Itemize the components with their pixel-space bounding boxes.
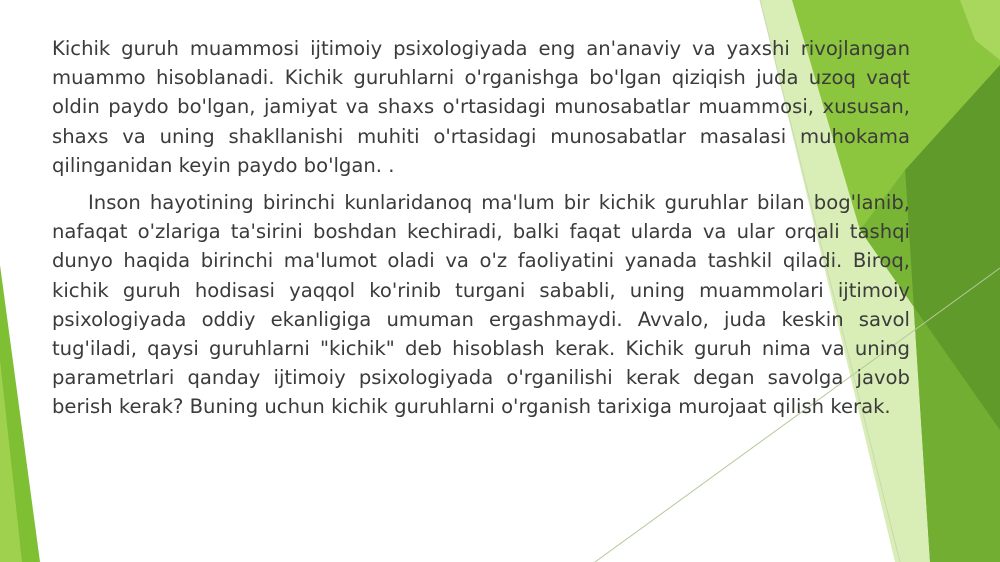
body-text [52, 34, 910, 422]
paragraph-1: Kichik guruh muammosi ijtimoiy psixologiyada eng an'anaviy va yaxshi rivojlangan muammo hisoblanadi. Kichik guruhlarni o'rganishga bo'lgan qiziqish juda uzoq vaqt oldin paydo bo'lgan, jamiyat va shaxs o'rtasidagi munosabatlar muammosi, xususan, shaxs va uning shakllanishi muhiti o'rtasidagi munosabatlar masalasi muhokama qilinganidan keyin paydo bo'lgan. . [52, 37, 910, 177]
paragraph-2: Inson hayotining birinchi kunlaridanoq ma'lum bir kichik guruhlar bilan bog'lanib, nafaqat o'zlariga ta'sirini boshdan kechiradi, balki faqat ularda va ular orqali tashqi dunyo haqida birinchi ma'lumot oladi va o'z faoliyatini yanada tashkil qiladi. Biroq, kichik guruh hodisasi yaqqol ko'rinib turgani sababli, uning muammolari ijtimoiy psixologiyada oddiy ekanligiga umuman ergashmaydi. Avvalo, juda keskin savol tug'iladi, qaysi guruhlarni "kichik" deb hisoblash kerak. Kichik guruh nima va uning parametrlari qanday ijtimoiy psixologiyada o'rganilishi kerak degan savolga javob berish kerak? Buning uchun kichik guruhlarni o'rganish tarixiga murojaat qilish kerak. [52, 191, 910, 419]
